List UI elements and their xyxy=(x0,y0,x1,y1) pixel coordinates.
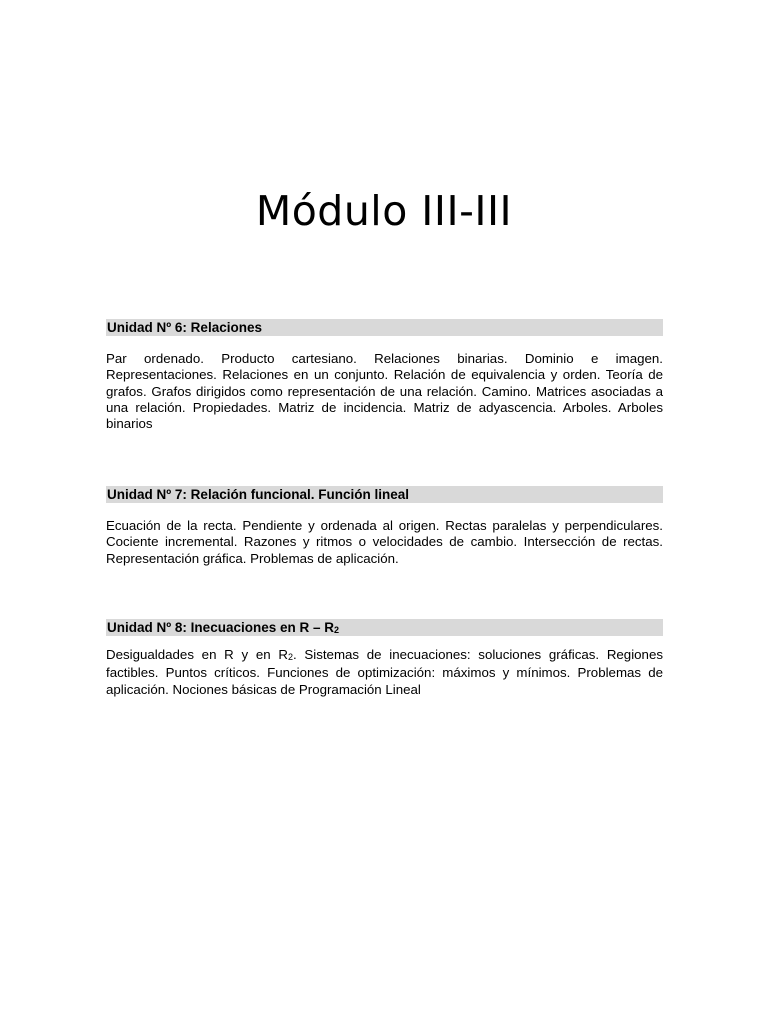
unit-7-heading: Unidad Nº 7: Relación funcional. Función lineal xyxy=(106,486,663,503)
unit-6-heading: Unidad Nº 6: Relaciones xyxy=(106,319,663,336)
page-title: Módulo III-III xyxy=(255,187,513,235)
unit-6-body: Par ordenado. Producto cartesiano. Relaciones binarias. Dominio e imagen. Representaciones. Relaciones en un conjunto. Relación de equivalencia y orden. Teoría de grafos. Grafos dirigidos como representación de una relación. Camino. Matrices asociadas a una relación. Propiedades. Matriz de incidencia. Matriz de adyascencia. Arboles. Arboles binarios xyxy=(106,351,663,432)
unit-8-heading xyxy=(106,619,663,636)
unit-8-body xyxy=(106,647,663,698)
unit-6-section xyxy=(106,319,663,432)
subscript-two: 2 xyxy=(287,652,293,662)
unit-8-section xyxy=(106,619,663,698)
unit-7-body: Ecuación de la recta. Pendiente y ordenada al origen. Rectas paralelas y perpendiculares. Cociente incremental. Razones y ritmos o velocidades de cambio. Intersección de rectas. Representación gráfica. Problemas de aplicación. xyxy=(106,518,663,566)
unit-8-body-start: Desigualdades en R y en R xyxy=(106,647,288,662)
subscript-two: 2 xyxy=(333,625,339,635)
unit-8-body-rest: . Sistemas de inecuaciones: soluciones gráficas. Regiones factibles. Puntos críticos. Funciones de optimización: máximos y mínimos. Problemas de aplicación. Nociones básicas de Programación Lineal xyxy=(106,647,663,697)
unit-8-heading-text: Unidad Nº 8: Inecuaciones en R – R xyxy=(107,620,334,635)
unit-7-section xyxy=(106,486,663,567)
